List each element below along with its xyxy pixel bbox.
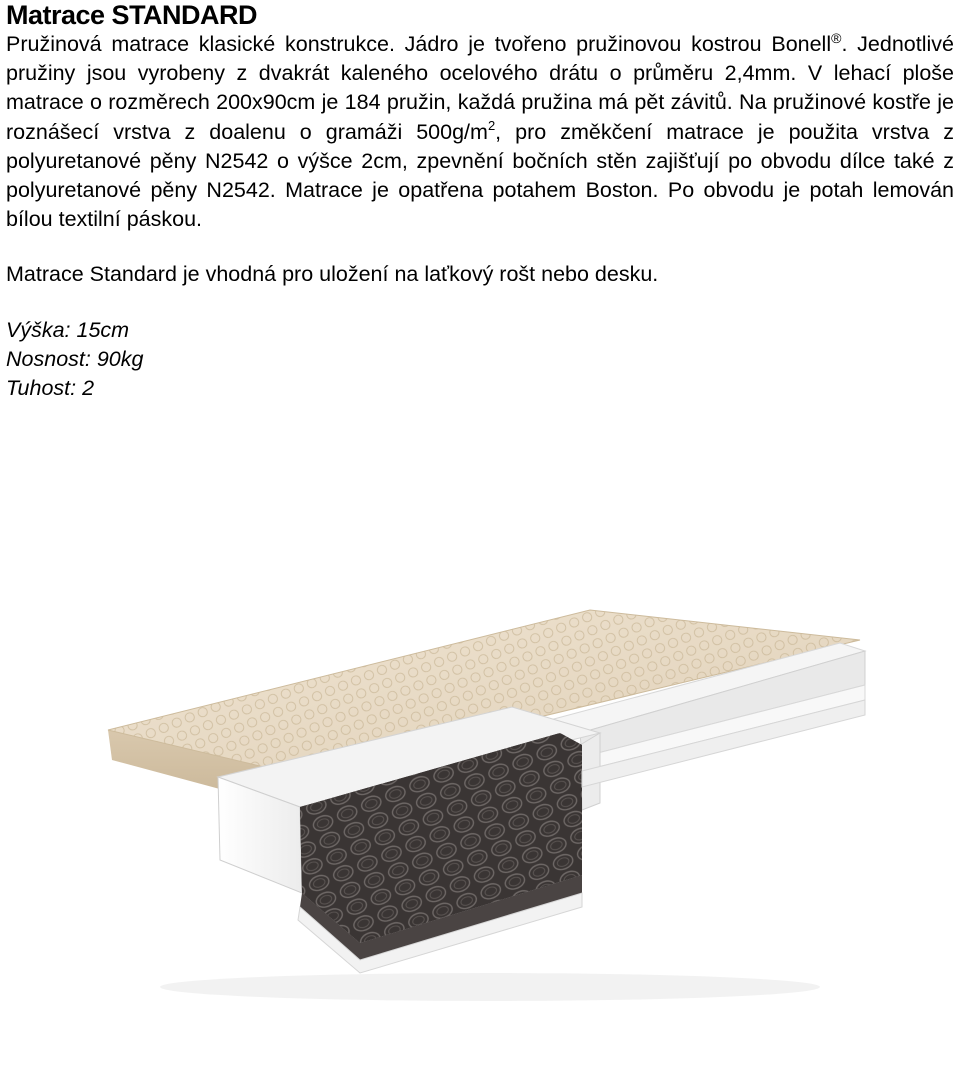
product-description — [6, 30, 954, 234]
superscript-squared: 2 — [487, 117, 496, 133]
spec-firmness: Tuhost: 2 — [6, 376, 95, 400]
description-part-2: . Jednotlivé pružiny jsou vyrobeny z dvakrát kaleného ocelového drátu o průměru 2,4mm. V lehací ploše matrace o rozměrech 200x90cm je 184 pružin, každá pružina má pět závitů. Na pružinové kostře je roznášecí vrstva z doalenu o gramáži 500g/m — [6, 32, 954, 144]
spec-list — [6, 316, 143, 403]
product-title: Matrace STANDARD — [6, 0, 258, 30]
description-part-1: Pružinová matrace klasické konstrukce. Jádro je tvořeno pružinovou kostrou Bonell — [6, 32, 832, 56]
registered-mark: ® — [831, 30, 842, 46]
spec-load-capacity: Nosnost: 90kg — [6, 347, 144, 371]
description-part-3: , pro změkčení matrace je použita vrstva z polyuretanové pěny N2542 o výšce 2cm, zpevnění bočních stěn zajišťují po obvodu dílce také z polyuretanové pěny N2542. Matrace je opatřena potahem Boston. Po obvodu je potah lemován bílou textilní páskou. — [6, 119, 954, 232]
spec-height: Výška: 15cm — [6, 318, 130, 342]
usage-note: Matrace Standard je vhodná pro uložení na laťkový rošt nebo desku. — [6, 262, 659, 286]
mattress-cutaway-image — [60, 415, 900, 1089]
